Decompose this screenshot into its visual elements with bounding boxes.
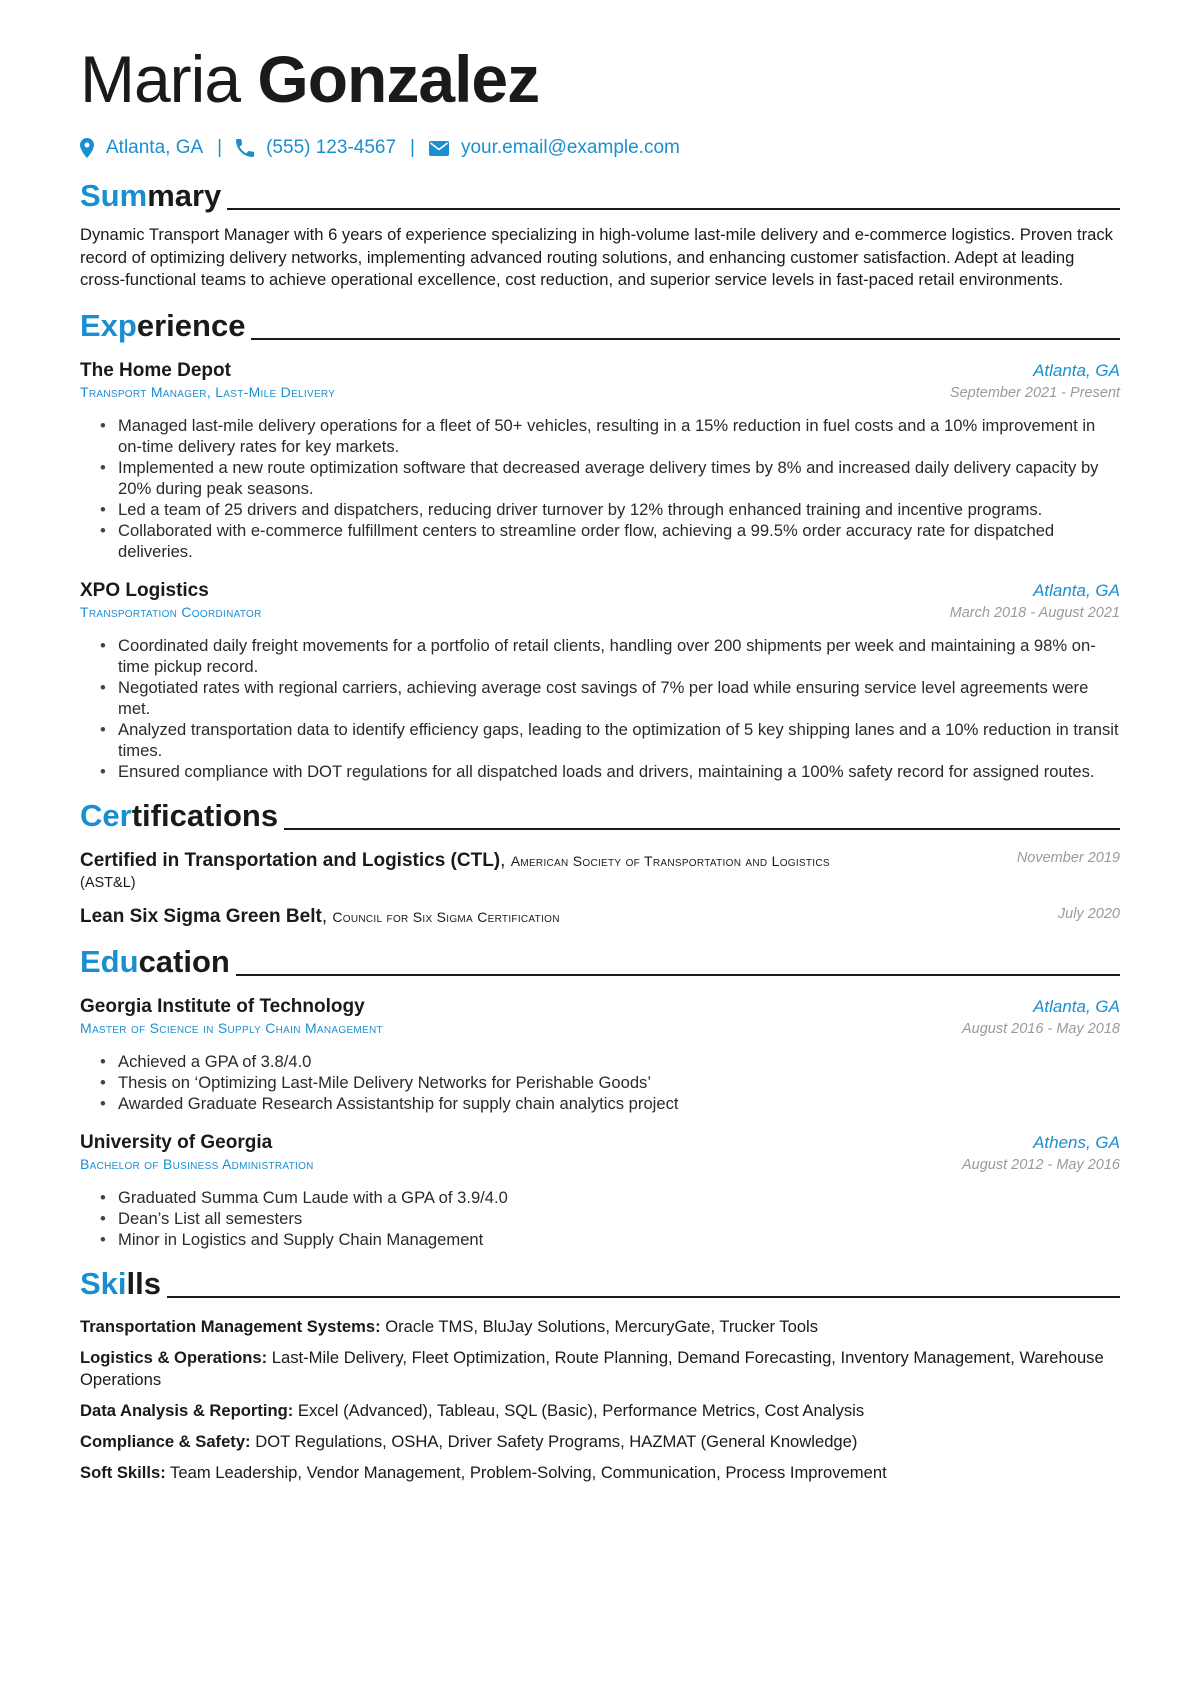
skill-line (80, 1400, 1120, 1422)
certification-date: July 2020 (1057, 905, 1120, 922)
school-location: Atlanta, GA (1033, 996, 1120, 1016)
school-location: Athens, GA (1033, 1132, 1120, 1152)
certification-name: Certified in Transportation and Logistics (CTL) (80, 849, 501, 871)
education-entry (80, 996, 1120, 1114)
bullet-item: • Analyzed transportation data to identify efficiency gaps, leading to the optimization of 5 key shipping lanes and a 10% reduction in transit times. (100, 719, 1120, 761)
bullet-item: • Thesis on ‘Optimizing Last-Mile Delivery Networks for Perishable Goods’ (100, 1072, 1120, 1093)
last-name: Gonzalez (257, 42, 540, 116)
section-title: Summary (80, 178, 222, 213)
certification-comma: , (321, 905, 333, 927)
section-heading (80, 794, 1120, 834)
degree-title: Bachelor of Business Administration (80, 1155, 314, 1172)
skills-section (80, 1262, 1120, 1484)
job-bullets (100, 415, 1120, 562)
section-title: Experience (80, 307, 246, 343)
section-heading (80, 1262, 1120, 1302)
section-rule (167, 1296, 1120, 1298)
contact-location (80, 137, 203, 159)
education-entry (80, 1132, 1120, 1250)
email-link[interactable]: your.email@example.com (460, 137, 680, 158)
skill-values: Excel (Advanced), Tableau, SQL (Basic), Performance Metrics, Cost Analysis (293, 1400, 865, 1420)
section-rule (227, 208, 1120, 210)
skill-category: Data Analysis & Reporting: (80, 1400, 294, 1420)
certification-item (80, 850, 1120, 894)
school-name: University of Georgia (80, 1131, 273, 1153)
job-entry (80, 580, 1120, 782)
map-pin-icon (80, 138, 94, 158)
bullet-item: • Collaborated with e-commerce fulfillment centers to streamline order flow, achieving a 99.5% order accuracy rate for dispatched deliveries. (100, 520, 1120, 562)
section-rule (284, 828, 1120, 830)
contact-separator: | (410, 137, 415, 158)
job-entry (80, 360, 1120, 562)
resume-page (80, 40, 1120, 1484)
certification-item (80, 906, 1120, 928)
education-bullets (100, 1051, 1120, 1114)
skill-values: Last-Mile Delivery, Fleet Optimization, Route Planning, Demand Forecasting, Inventory Management, Warehouse Operations (80, 1347, 1104, 1389)
job-dates: March 2018 - August 2021 (949, 604, 1120, 621)
skill-line (80, 1462, 1120, 1484)
certification-date: November 2019 (1016, 849, 1120, 866)
contact-email[interactable] (429, 137, 680, 159)
certification-issuer: American Society of Transportation and Logistics (510, 852, 830, 869)
education-bullets (100, 1187, 1120, 1250)
section-rule (251, 338, 1120, 340)
location-text: Atlanta, GA (106, 137, 204, 158)
skill-category: Transportation Management Systems: (80, 1316, 381, 1336)
skill-values: Oracle TMS, BluJay Solutions, MercuryGate, Trucker Tools (380, 1316, 819, 1336)
education-dates: August 2016 - May 2018 (962, 1020, 1120, 1037)
skill-values: Team Leadership, Vendor Management, Problem-Solving, Communication, Process Improvement (165, 1462, 887, 1482)
experience-section (80, 304, 1120, 782)
contact-phone[interactable] (236, 137, 396, 159)
degree-title: Master of Science in Supply Chain Management (80, 1019, 383, 1036)
bullet-item: • Negotiated rates with regional carriers, achieving average cost savings of 7% per load while ensuring service level agreements were met. (100, 677, 1120, 719)
bullet-item: • Awarded Graduate Research Assistantship for supply chain analytics project (100, 1093, 1120, 1114)
school-name: Georgia Institute of Technology (80, 995, 365, 1017)
first-name: Maria (80, 42, 241, 116)
job-dates: September 2021 - Present (949, 384, 1120, 401)
section-title: Certifications (80, 797, 279, 833)
education-dates: August 2012 - May 2016 (962, 1156, 1120, 1173)
job-location: Atlanta, GA (1033, 580, 1120, 600)
bullet-item: • Led a team of 25 drivers and dispatchers, reducing driver turnover by 12% through enhanced training and incentive programs. (100, 499, 1120, 520)
certification-issuer-abbr: (AST&L) (80, 874, 136, 891)
summary-text: Dynamic Transport Manager with 6 years of experience specializing in high-volume last-mile delivery and e-commerce logistics. Proven track record of optimizing delivery networks, implementing advanced routing solutions, and enhancing customer satisfaction. Adept at leading cross-functional teams to achieve operational excellence, cost reduction, and superior service levels in fast-paced retail environments. (80, 225, 1113, 290)
bullet-item: • Minor in Logistics and Supply Chain Management (100, 1229, 1120, 1250)
section-rule (236, 974, 1120, 976)
bullet-item: • Ensured compliance with DOT regulations for all dispatched loads and drivers, maintaining a 100% safety record for assigned routes. (100, 761, 1120, 782)
certification-comma: , (500, 849, 511, 871)
contact-separator: | (217, 137, 223, 158)
employer-name: The Home Depot (80, 359, 231, 381)
section-heading (80, 174, 1120, 214)
contact-bar (80, 134, 1120, 162)
certification-name: Lean Six Sigma Green Belt (80, 905, 322, 927)
job-location: Atlanta, GA (1033, 360, 1120, 380)
employer-name: XPO Logistics (80, 579, 209, 601)
certification-issuer: Council for Six Sigma Certification (332, 908, 560, 925)
skill-line (80, 1431, 1120, 1453)
section-title: Skills (80, 1265, 161, 1301)
job-title: Transportation Coordinator (80, 603, 262, 620)
section-heading (80, 304, 1120, 344)
skill-category: Compliance & Safety: (80, 1431, 251, 1451)
bullet-item: • Managed last-mile delivery operations for a fleet of 50+ vehicles, resulting in a 15% reduction in fuel costs and a 10% improvement in on-time delivery rates for key markets. (100, 415, 1120, 457)
job-bullets (100, 635, 1120, 782)
skill-category: Logistics & Operations: (80, 1347, 268, 1367)
candidate-name (80, 40, 1120, 118)
bullet-item: • Coordinated daily freight movements for a portfolio of retail clients, handling over 200 shipments per week and maintaining a 98% on-time pickup record. (100, 635, 1120, 677)
phone-icon (236, 139, 254, 157)
skill-line (80, 1347, 1120, 1391)
bullet-item: • Graduated Summa Cum Laude with a GPA of 3.9/4.0 (100, 1187, 1120, 1208)
envelope-icon (429, 141, 449, 156)
skill-values: DOT Regulations, OSHA, Driver Safety Programs, HAZMAT (General Knowledge) (250, 1431, 858, 1451)
skill-category: Soft Skills: (80, 1462, 166, 1482)
certifications-section (80, 794, 1120, 928)
education-section (80, 940, 1120, 1250)
skill-line (80, 1316, 1120, 1338)
summary-section (80, 174, 1120, 292)
bullet-item: • Dean’s List all semesters (100, 1208, 1120, 1229)
job-title: Transport Manager, Last-Mile Delivery (80, 383, 336, 400)
section-heading (80, 940, 1120, 980)
phone-text[interactable]: (555) 123-4567 (266, 137, 397, 158)
section-title: Education (80, 943, 230, 979)
bullet-item: • Implemented a new route optimization software that decreased average delivery times by 8% and increased daily delivery capacity by 20% during peak seasons. (100, 457, 1120, 499)
bullet-item: • Achieved a GPA of 3.8/4.0 (100, 1051, 1120, 1072)
